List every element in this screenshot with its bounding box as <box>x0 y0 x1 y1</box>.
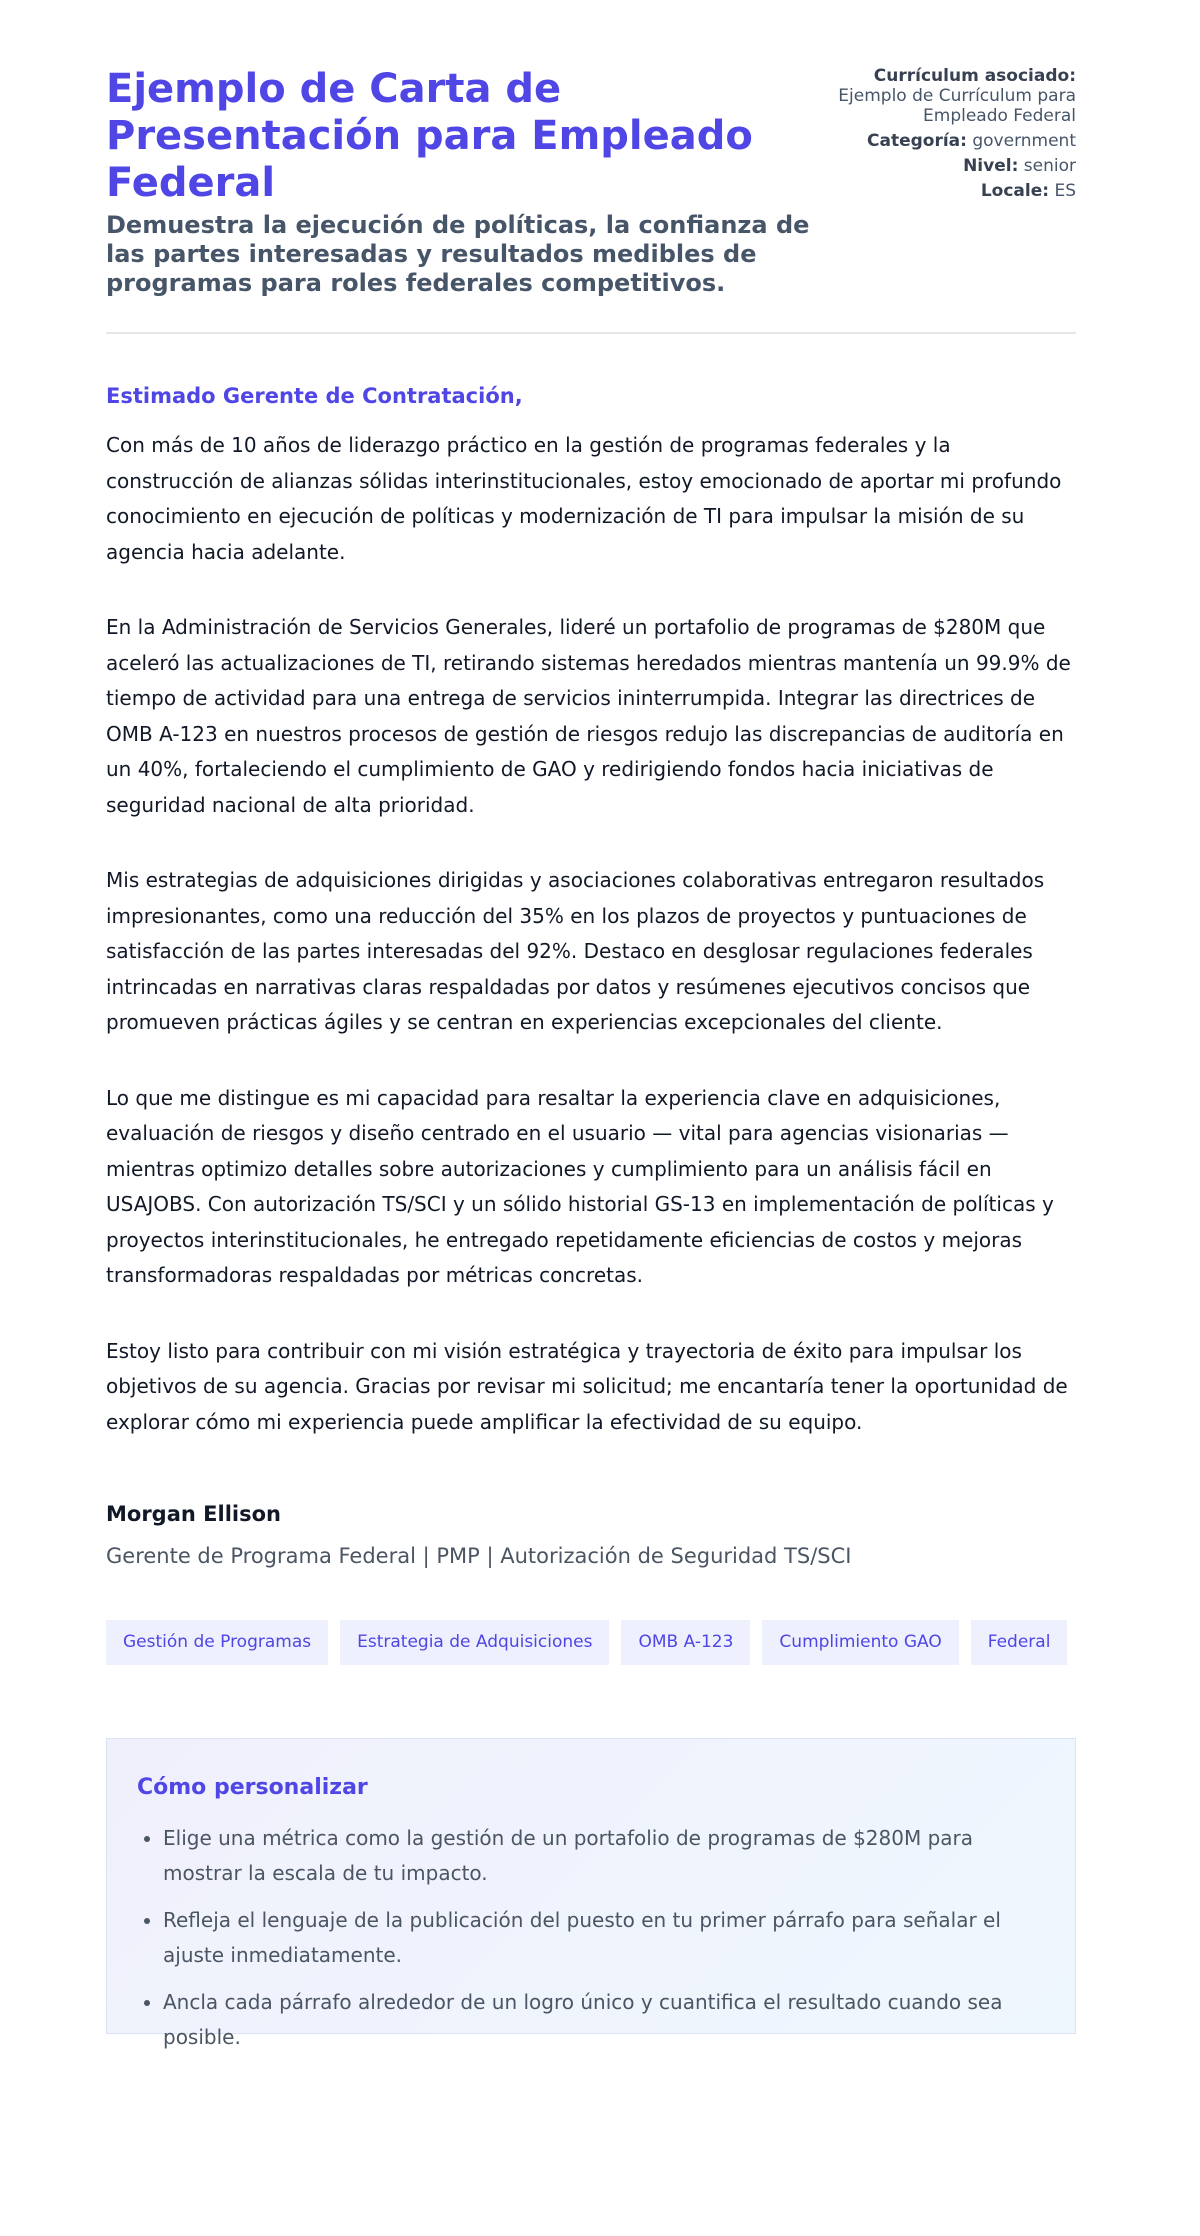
meta-info <box>836 66 1076 206</box>
signature-name: Morgan Ellison <box>106 1502 281 1526</box>
meta-resume <box>836 66 1076 126</box>
letter-paragraph: Estoy listo para contribuir con mi visión estratégica y trayectoria de éxito para impulsar los objetivos de su agencia. Gracias por revisar mi solicitud; me encantaría tener la oportunidad de explorar cómo mi experiencia puede amplificar la efectividad de su equipo. <box>106 1338 1068 1434</box>
meta-category <box>836 131 1076 151</box>
letter-paragraph: Con más de 10 años de liderazgo práctico en la gestión de programas federales y la construcción de alianzas sólidas interinstitucionales, estoy emocionado de aportar mi profundo conocimiento en ejecución de políticas y modernización de TI para impulsar la misión de su agencia hacia adelante. <box>106 433 1062 564</box>
meta-level <box>836 156 1076 176</box>
tip-item: • Ancla cada párrafo alrededor de un logro único y cuantifica el resultado cuando sea posible. <box>163 1985 1045 2055</box>
meta-category-label: Categoría: <box>867 131 967 151</box>
title-block <box>106 66 826 298</box>
header-divider <box>106 332 1076 334</box>
letter-paragraph: Mis estrategias de adquisiciones dirigidas y asociaciones colaborativas entregaron resultados impresionantes, como una reducción del 35% en los plazos de proyectos y puntuaciones de satisfacción de las partes interesadas del 92%. Destaco en desglosar regulaciones federales intrincadas en narrativas claras respaldadas por datos y resúmenes ejecutivos concisos que promueven prácticas ágiles y se centran en experiencias excepcionales del cliente. <box>106 868 1045 1034</box>
meta-resume-value: Ejemplo de Currículum para Empleado Federal <box>838 86 1076 126</box>
letter-greeting: Estimado Gerente de Contratación, <box>106 384 523 408</box>
tip-item: • Refleja el lenguaje de la publicación del puesto en tu primer párrafo para señalar el ajuste inmediatamente. <box>163 1903 1045 1973</box>
letter-paragraph: Lo que me distingue es mi capacidad para resaltar la experiencia clave en adquisiciones, evaluación de riesgos y diseño centrado en el usuario — vital para agencias visionarias — mientras optimizo detalles sobre autorizaciones y cumplimiento para un análisis fácil en USAJOBS. Con autorización TS/SCI y un sólido historial GS-13 en implementación de políticas y proyectos interinstitucionales, he entregado repetidamente eficiencias de costos y mejoras transformadoras respaldadas por métricas concretas. <box>106 1085 1054 1287</box>
letter-paragraph: En la Administración de Servicios Generales, lideré un portafolio de programas de $280M que aceleró las actualizaciones de TI, retirando sistemas heredados mientras mantenía un 99.9% de tiempo de actividad para una entrega de servicios ininterrumpida. Integrar las directrices de OMB A-123 en nuestros procesos de gestión de riesgos redujo las discrepancias de auditoría en un 40%, fortaleciendo el cumplimiento de GAO y redirigiendo fondos hacia iniciativas de seguridad nacional de alta prioridad. <box>106 615 1071 817</box>
tag: OMB A-123 <box>621 1620 750 1665</box>
signature-title: Gerente de Programa Federal | PMP | Autorización de Seguridad TS/SCI <box>106 1544 852 1568</box>
meta-locale <box>836 181 1076 201</box>
meta-level-label: Nivel: <box>963 156 1019 176</box>
tag: Estrategia de Adquisiciones <box>340 1620 609 1665</box>
tag: Cumplimiento GAO <box>762 1620 958 1665</box>
meta-resume-label: Currículum asociado: <box>873 66 1076 86</box>
tag: Gestión de Programas <box>106 1620 328 1665</box>
page-header <box>106 66 1076 298</box>
meta-category-value: government <box>972 131 1076 151</box>
page-title: Ejemplo de Carta de Presentación para Empleado Federal <box>106 66 753 206</box>
tips-list <box>137 1821 1045 2055</box>
letter-body <box>106 428 1076 1440</box>
meta-level-value: senior <box>1023 156 1076 176</box>
meta-locale-label: Locale: <box>980 181 1050 201</box>
page-subtitle: Demuestra la ejecución de políticas, la confianza de las partes interesadas y resultados medibles de programas para roles federales competitivos. <box>106 211 810 297</box>
cover-letter-page <box>106 66 1076 2049</box>
customization-tips <box>106 1738 1076 2049</box>
tag-list <box>106 1620 1076 1665</box>
meta-locale-value: ES <box>1054 181 1076 201</box>
tips-title: Cómo personalizar <box>137 1775 368 1800</box>
tip-item: • Elige una métrica como la gestión de un portafolio de programas de $280M para mostrar la escala de tu impacto. <box>163 1821 1045 1891</box>
tag: Federal <box>971 1620 1068 1665</box>
